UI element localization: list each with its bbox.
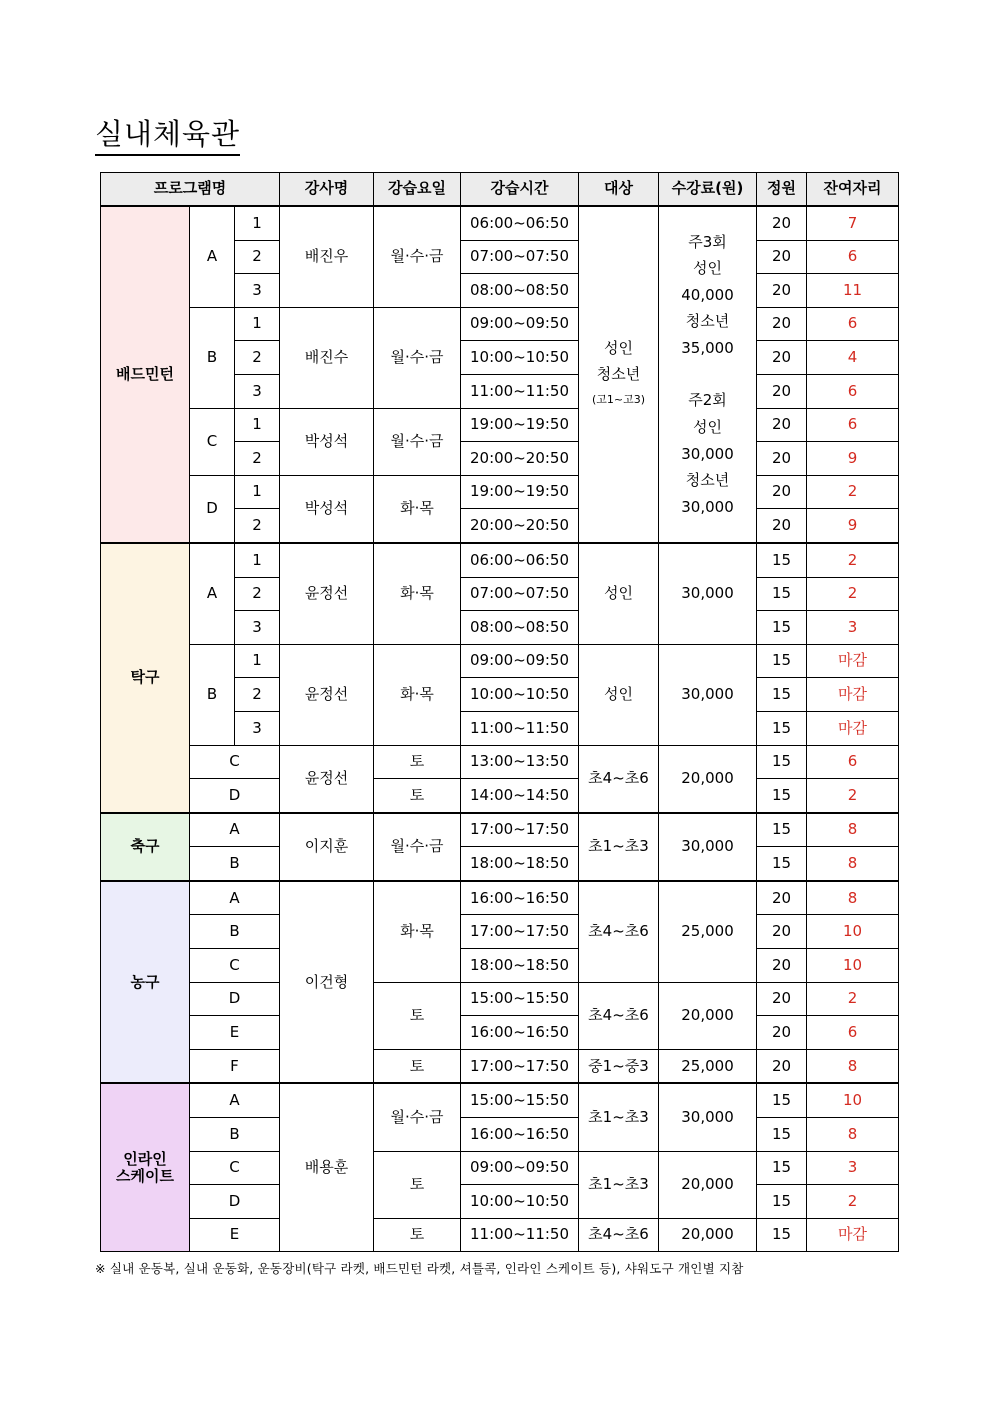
target-cell: 초4~초6: [579, 1218, 659, 1252]
capacity-cell: 15: [757, 611, 807, 645]
session-no: 3: [235, 274, 280, 308]
target-line: 성인: [604, 339, 633, 358]
remaining-cell: 6: [807, 1016, 899, 1050]
time-cell: 09:00~09:50: [461, 307, 579, 341]
instructor-cell: 이지훈: [280, 813, 374, 881]
target-cell: 초1~초3: [579, 1083, 659, 1151]
fee-cell: 30,000: [659, 644, 757, 745]
capacity-cell: 15: [757, 1118, 807, 1152]
time-cell: 16:00~16:50: [461, 1016, 579, 1050]
class-name: D: [190, 1185, 280, 1219]
capacity-cell: 20: [757, 307, 807, 341]
remaining-cell: 8: [807, 1118, 899, 1152]
remaining-cell: 2: [807, 475, 899, 509]
time-cell: 10:00~10:50: [461, 341, 579, 375]
program-soccer: 축구: [101, 813, 190, 881]
table-row: [101, 1016, 899, 1050]
table-row: [101, 206, 899, 240]
session-no: 2: [235, 442, 280, 476]
capacity-cell: 20: [757, 240, 807, 274]
target-cell: [579, 206, 659, 543]
remaining-cell: 6: [807, 745, 899, 779]
time-cell: 18:00~18:50: [461, 847, 579, 881]
remaining-cell: 7: [807, 206, 899, 240]
session-no: 1: [235, 307, 280, 341]
days-cell: 월·수·금: [374, 813, 461, 881]
capacity-cell: 15: [757, 745, 807, 779]
class-name: B: [190, 307, 235, 408]
time-cell: 11:00~11:50: [461, 374, 579, 408]
session-no: 1: [235, 543, 280, 577]
time-cell: 19:00~19:50: [461, 408, 579, 442]
days-cell: 토: [374, 982, 461, 1049]
program-label-line: 스케이트: [116, 1166, 174, 1185]
capacity-cell: 20: [757, 1016, 807, 1050]
class-name: A: [190, 881, 280, 915]
session-no: 1: [235, 206, 280, 240]
days-cell: 토: [374, 745, 461, 779]
class-name: A: [190, 813, 280, 847]
table-row: [101, 745, 899, 779]
class-name: F: [190, 1049, 280, 1083]
capacity-cell: 20: [757, 475, 807, 509]
fee-cell: 25,000: [659, 881, 757, 982]
instructor-cell: 이건형: [280, 881, 374, 1084]
target-cell: 성인: [579, 644, 659, 745]
fee-line: 주3회: [688, 232, 727, 251]
fee-line: 성인: [693, 259, 722, 278]
days-cell: 화·목: [374, 475, 461, 543]
class-name: C: [190, 745, 280, 779]
session-no: 2: [235, 509, 280, 543]
time-cell: 07:00~07:50: [461, 240, 579, 274]
days-cell: 화·목: [374, 881, 461, 982]
class-name: E: [190, 1016, 280, 1050]
fee-line: 청소년: [685, 471, 730, 490]
time-cell: 20:00~20:50: [461, 442, 579, 476]
schedule-table: [100, 172, 899, 1252]
time-cell: 18:00~18:50: [461, 949, 579, 983]
class-name: C: [190, 1151, 280, 1185]
session-no: 2: [235, 240, 280, 274]
time-cell: 08:00~08:50: [461, 274, 579, 308]
capacity-cell: 20: [757, 442, 807, 476]
remaining-cell: 3: [807, 611, 899, 645]
time-cell: 09:00~09:50: [461, 1151, 579, 1185]
time-cell: 15:00~15:50: [461, 1083, 579, 1117]
days-cell: 월·수·금: [374, 1083, 461, 1151]
fee-cell: 30,000: [659, 1083, 757, 1151]
fee-cell: 30,000: [659, 543, 757, 644]
class-name: B: [190, 1118, 280, 1152]
capacity-cell: 15: [757, 678, 807, 712]
table-row: [101, 1185, 899, 1219]
time-cell: 17:00~17:50: [461, 813, 579, 847]
target-cell: 초4~초6: [579, 881, 659, 982]
time-cell: 15:00~15:50: [461, 982, 579, 1016]
session-no: 3: [235, 374, 280, 408]
fee-cell: 20,000: [659, 745, 757, 813]
time-cell: 13:00~13:50: [461, 745, 579, 779]
days-cell: 토: [374, 779, 461, 813]
footnote: ※ 실내 운동복, 실내 운동화, 운동장비(탁구 라켓, 배드민턴 라켓, 셔틀콕, 인라인 스케이트 등), 샤워도구 개인별 지참: [95, 1261, 744, 1276]
remaining-cell: 2: [807, 577, 899, 611]
header-row: [101, 173, 899, 207]
program-badminton: 배드민턴: [101, 206, 190, 543]
remaining-cell: 11: [807, 274, 899, 308]
target-cell: 초1~초3: [579, 813, 659, 881]
capacity-cell: 15: [757, 847, 807, 881]
remaining-cell: 마감: [807, 644, 899, 678]
program-label-line: 인라인: [123, 1149, 167, 1168]
target-line: 청소년: [596, 365, 641, 384]
time-cell: 14:00~14:50: [461, 779, 579, 813]
remaining-cell: 마감: [807, 711, 899, 745]
table-row: [101, 644, 899, 678]
time-cell: 09:00~09:50: [461, 644, 579, 678]
table-row: [101, 982, 899, 1016]
target-cell: 초1~초3: [579, 1151, 659, 1218]
table-row: [101, 408, 899, 442]
class-name: C: [190, 949, 280, 983]
instructor-cell: 박성석: [280, 475, 374, 543]
capacity-cell: 15: [757, 543, 807, 577]
days-cell: 토: [374, 1049, 461, 1083]
time-cell: 06:00~06:50: [461, 543, 579, 577]
table-row: [101, 307, 899, 341]
time-cell: 17:00~17:50: [461, 915, 579, 949]
remaining-cell: 2: [807, 779, 899, 813]
time-cell: 06:00~06:50: [461, 206, 579, 240]
table-row: [101, 1118, 899, 1152]
capacity-cell: 20: [757, 509, 807, 543]
class-name: B: [190, 915, 280, 949]
remaining-cell: 10: [807, 949, 899, 983]
fee-cell: 30,000: [659, 813, 757, 881]
time-cell: 11:00~11:50: [461, 1218, 579, 1252]
fee-line: 주2회: [688, 391, 727, 410]
header-days: 강습요일: [374, 173, 461, 207]
remaining-cell: 2: [807, 1185, 899, 1219]
capacity-cell: 20: [757, 915, 807, 949]
class-name: B: [190, 847, 280, 881]
target-cell: 초4~초6: [579, 745, 659, 813]
program-basketball: 농구: [101, 881, 190, 1084]
header-target: 대상: [579, 173, 659, 207]
class-name: E: [190, 1218, 280, 1252]
fee-cell: [659, 206, 757, 543]
days-cell: 월·수·금: [374, 206, 461, 307]
target-line: (고1~고3): [591, 393, 646, 407]
capacity-cell: 15: [757, 577, 807, 611]
capacity-cell: 15: [757, 1218, 807, 1252]
capacity-cell: 20: [757, 982, 807, 1016]
capacity-cell: 20: [757, 341, 807, 375]
remaining-cell: 9: [807, 442, 899, 476]
class-name: A: [190, 206, 235, 307]
remaining-cell: 10: [807, 1083, 899, 1117]
remaining-cell: 8: [807, 881, 899, 915]
session-no: 1: [235, 644, 280, 678]
table-row: [101, 1049, 899, 1083]
page-title: 실내체육관: [95, 112, 240, 156]
fee-line: 30,000: [681, 497, 734, 516]
target-cell: 초4~초6: [579, 982, 659, 1049]
capacity-cell: 15: [757, 711, 807, 745]
days-cell: 화·목: [374, 543, 461, 644]
remaining-cell: 8: [807, 1049, 899, 1083]
session-no: 2: [235, 341, 280, 375]
days-cell: 월·수·금: [374, 408, 461, 475]
remaining-cell: 2: [807, 543, 899, 577]
table-row: [101, 779, 899, 813]
capacity-cell: 20: [757, 274, 807, 308]
instructor-cell: 배용훈: [280, 1083, 374, 1251]
time-cell: 19:00~19:50: [461, 475, 579, 509]
remaining-cell: 4: [807, 341, 899, 375]
fee-line: 청소년: [685, 312, 730, 331]
remaining-cell: 6: [807, 240, 899, 274]
remaining-cell: 6: [807, 374, 899, 408]
remaining-cell: 3: [807, 1151, 899, 1185]
capacity-cell: 15: [757, 1083, 807, 1117]
class-name: C: [190, 408, 235, 475]
fee-cell: 20,000: [659, 982, 757, 1049]
table-row: [101, 847, 899, 881]
time-cell: 11:00~11:50: [461, 711, 579, 745]
remaining-cell: 8: [807, 813, 899, 847]
days-cell: 토: [374, 1218, 461, 1252]
time-cell: 20:00~20:50: [461, 509, 579, 543]
table-row: [101, 475, 899, 509]
remaining-cell: 10: [807, 915, 899, 949]
capacity-cell: 20: [757, 881, 807, 915]
table-row: [101, 543, 899, 577]
table-row: [101, 881, 899, 915]
time-cell: 10:00~10:50: [461, 1185, 579, 1219]
instructor-cell: 윤정선: [280, 543, 374, 644]
instructor-cell: 윤정선: [280, 745, 374, 813]
header-instructor: 강사명: [280, 173, 374, 207]
session-no: 2: [235, 678, 280, 712]
capacity-cell: 15: [757, 813, 807, 847]
fee-line: 성인: [693, 418, 722, 437]
instructor-cell: 배진우: [280, 206, 374, 307]
capacity-cell: 20: [757, 408, 807, 442]
target-cell: 중1~중3: [579, 1049, 659, 1083]
table-row: [101, 949, 899, 983]
target-cell: 성인: [579, 543, 659, 644]
capacity-cell: 15: [757, 644, 807, 678]
days-cell: 월·수·금: [374, 307, 461, 408]
session-no: 3: [235, 611, 280, 645]
class-name: B: [190, 644, 235, 745]
header-capacity: 정원: [757, 173, 807, 207]
time-cell: 10:00~10:50: [461, 678, 579, 712]
fee-line: 30,000: [681, 444, 734, 463]
fee-line: 35,000: [681, 338, 734, 357]
session-no: 1: [235, 475, 280, 509]
remaining-cell: 8: [807, 847, 899, 881]
header-remaining: 잔여자리: [807, 173, 899, 207]
table-row: [101, 1083, 899, 1117]
header-fee: 수강료(원): [659, 173, 757, 207]
table-row: [101, 1218, 899, 1252]
program-inline-skate: [101, 1083, 190, 1251]
time-cell: 16:00~16:50: [461, 881, 579, 915]
class-name: A: [190, 543, 235, 644]
remaining-cell: 마감: [807, 1218, 899, 1252]
remaining-cell: 6: [807, 408, 899, 442]
fee-cell: 20,000: [659, 1151, 757, 1218]
capacity-cell: 20: [757, 1049, 807, 1083]
remaining-cell: 6: [807, 307, 899, 341]
instructor-cell: 윤정선: [280, 644, 374, 745]
class-name: A: [190, 1083, 280, 1117]
table-row: [101, 1151, 899, 1185]
table-row: [101, 915, 899, 949]
capacity-cell: 15: [757, 1185, 807, 1219]
capacity-cell: 20: [757, 206, 807, 240]
session-no: 2: [235, 577, 280, 611]
days-cell: 토: [374, 1151, 461, 1218]
remaining-cell: 2: [807, 982, 899, 1016]
session-no: 1: [235, 408, 280, 442]
time-cell: 07:00~07:50: [461, 577, 579, 611]
class-name: D: [190, 779, 280, 813]
capacity-cell: 15: [757, 779, 807, 813]
remaining-cell: 9: [807, 509, 899, 543]
instructor-cell: 배진수: [280, 307, 374, 408]
program-tabletennis: 탁구: [101, 543, 190, 813]
class-name: D: [190, 982, 280, 1016]
capacity-cell: 20: [757, 374, 807, 408]
fee-line: 40,000: [681, 285, 734, 304]
fee-cell: 25,000: [659, 1049, 757, 1083]
fee-cell: 20,000: [659, 1218, 757, 1252]
time-cell: 08:00~08:50: [461, 611, 579, 645]
time-cell: 17:00~17:50: [461, 1049, 579, 1083]
fee-spacer: [659, 361, 756, 387]
remaining-cell: 마감: [807, 678, 899, 712]
instructor-cell: 박성석: [280, 408, 374, 475]
table-row: [101, 813, 899, 847]
capacity-cell: 15: [757, 1151, 807, 1185]
days-cell: 화·목: [374, 644, 461, 745]
header-program: 프로그램명: [101, 173, 280, 207]
class-name: D: [190, 475, 235, 543]
time-cell: 16:00~16:50: [461, 1118, 579, 1152]
session-no: 3: [235, 711, 280, 745]
capacity-cell: 20: [757, 949, 807, 983]
header-time: 강습시간: [461, 173, 579, 207]
